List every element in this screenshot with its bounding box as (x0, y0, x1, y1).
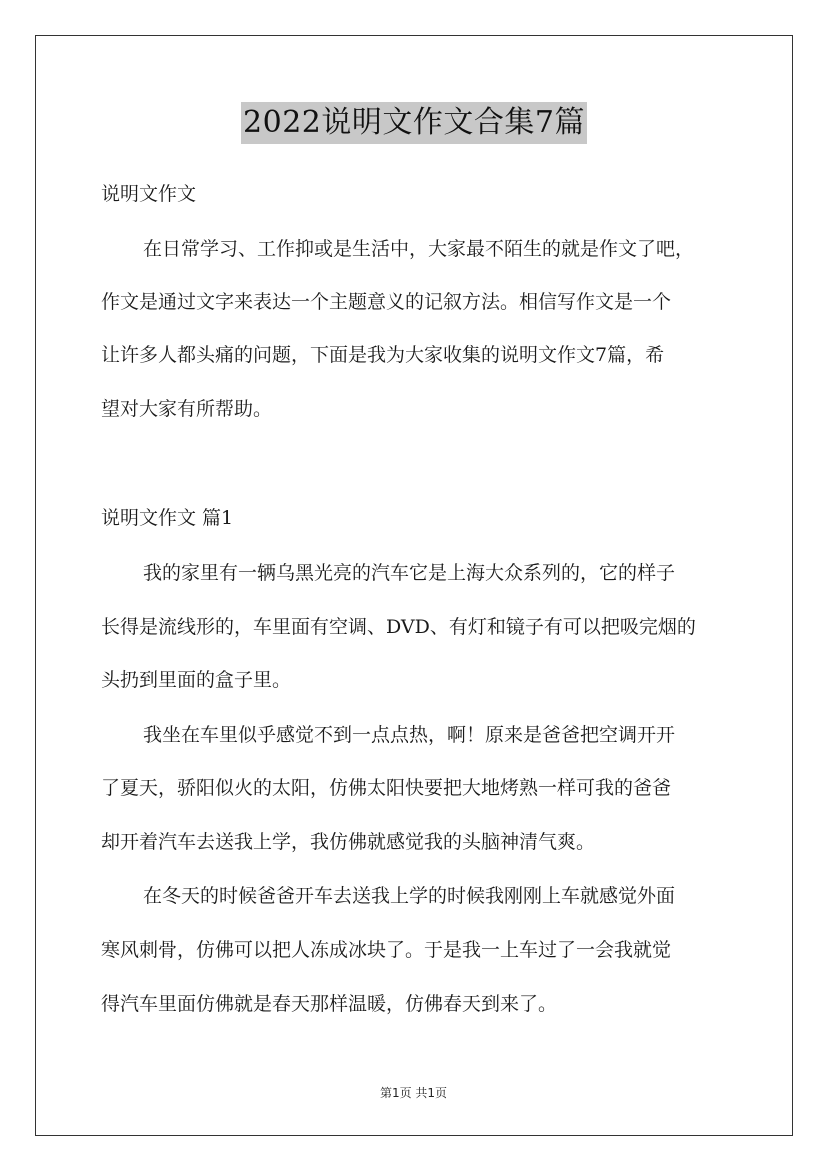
paragraph-line: 头扔到里面的盒子里。 (101, 669, 292, 691)
page-footer: 第1页 共1页 (379, 1086, 448, 1100)
paragraph-line: 寒风刺骨，仿佛可以把人冻成冰块了。于是我一上车过了一会我就觉 (101, 939, 672, 961)
paragraph-line: 我的家里有一辆乌黑光亮的汽车它是上海大众系列的，它的样子 (143, 562, 676, 584)
paragraph-line: 长得是流线形的，车里面有空调、DVD、有灯和镜子有可以把吸完烟的 (101, 616, 696, 638)
paragraph-line: 在冬天的时候爸爸开车去送我上学的时候我刚刚上车就感觉外面 (143, 885, 676, 907)
intro-line: 让许多人都头痛的问题，下面是我为大家收集的说明文作文7篇，希 (101, 344, 665, 366)
intro-line: 在日常学习、工作抑或是生活中，大家最不陌生的就是作文了吧， (143, 238, 695, 260)
intro-line: 作文是通过文字来表达一个主题意义的记叙方法。相信写作文是一个 (101, 291, 672, 313)
section-heading: 说明文作文 (101, 183, 197, 205)
intro-line: 望对大家有所帮助。 (101, 398, 273, 420)
article-heading: 说明文作文 篇1 (101, 507, 234, 529)
document-title: 2022说明文作文合集7篇 (241, 102, 587, 144)
paragraph-line: 得汽车里面仿佛就是春天那样温暖，仿佛春天到来了。 (101, 993, 558, 1015)
paragraph-line: 了夏天，骄阳似火的太阳，仿佛太阳快要把大地烤熟一样可我的爸爸 (101, 777, 672, 799)
paragraph-line: 却开着汽车去送我上学，我仿佛就感觉我的头脑神清气爽。 (101, 831, 596, 853)
title-container (101, 102, 727, 144)
paragraph-line: 我坐在车里似乎感觉不到一点点热，啊！原来是爸爸把空调开开 (143, 724, 676, 746)
